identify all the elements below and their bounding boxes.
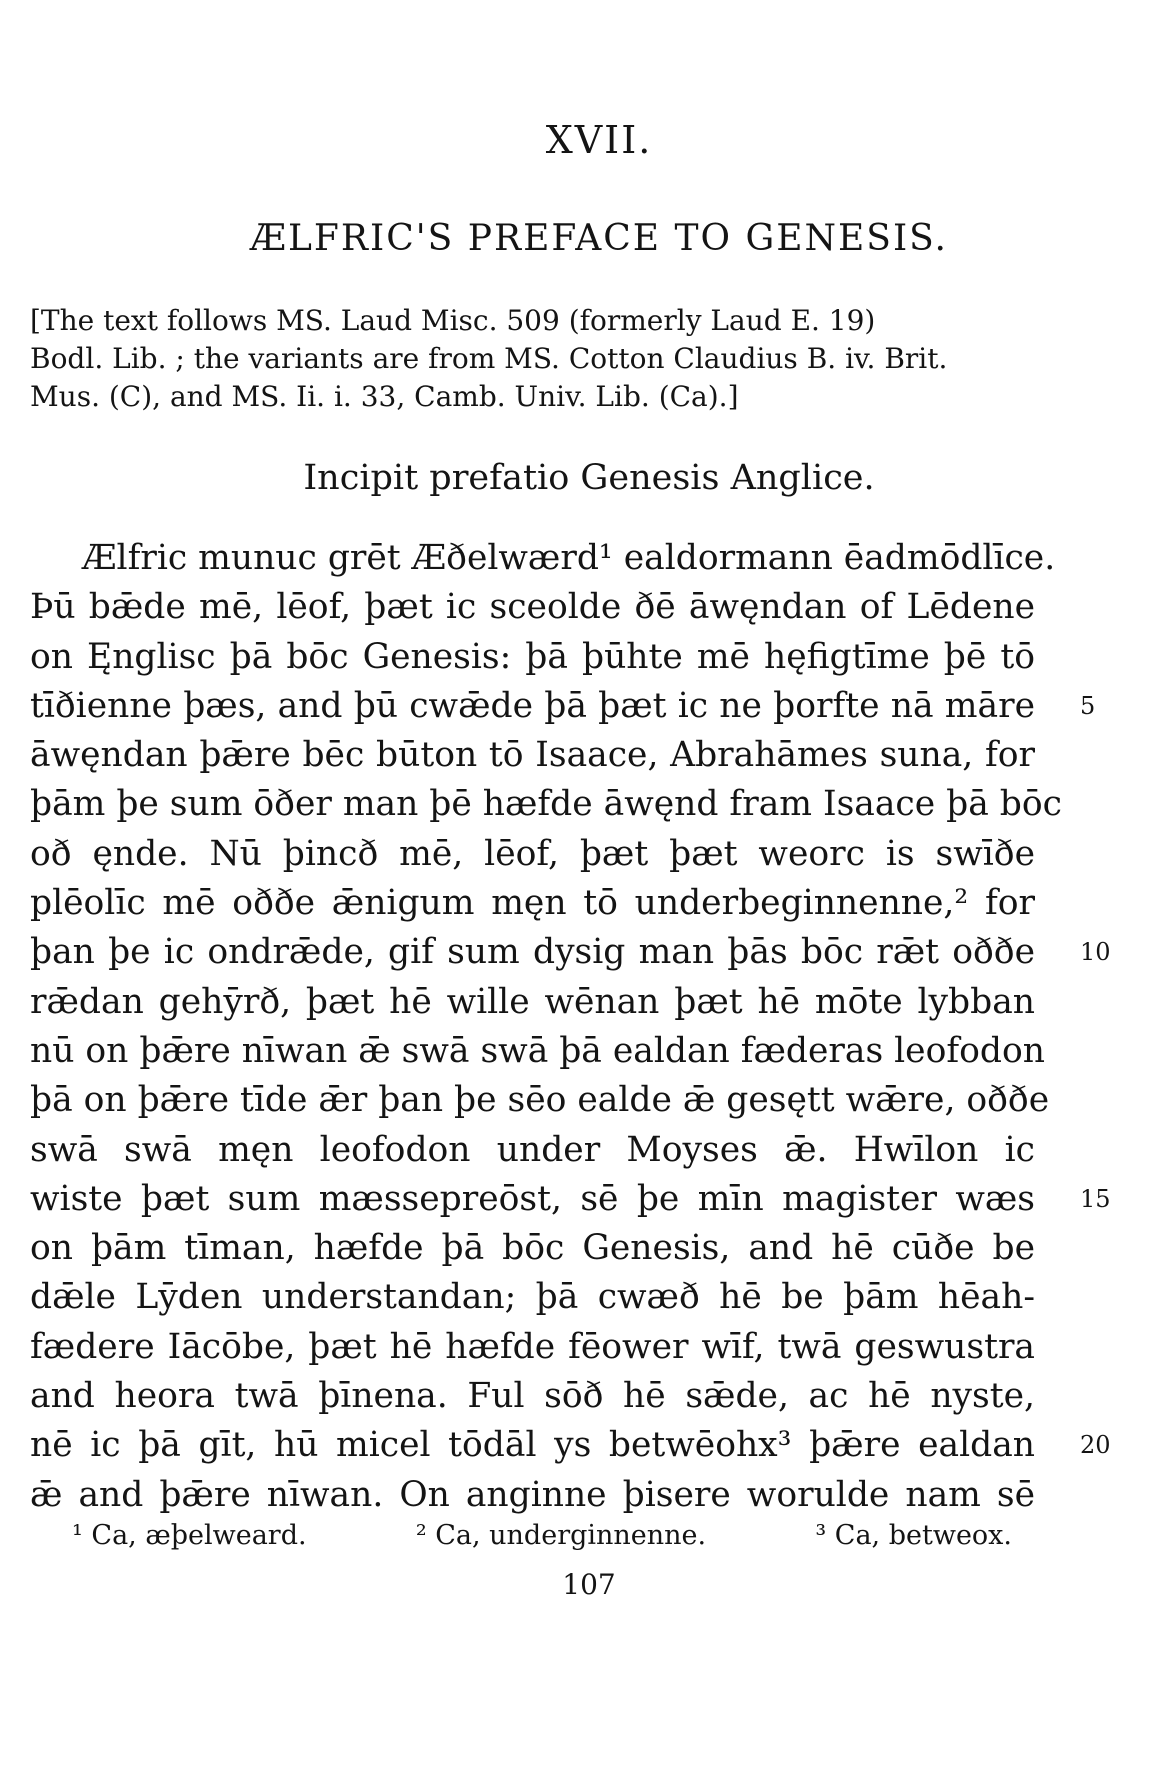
text-line [30, 1372, 1035, 1421]
line-text: nū on þǣre nīwan ǣ swā swā þā ealdan fæderas leofodon [30, 1030, 1045, 1071]
text-line [30, 928, 1111, 977]
text-line [30, 1471, 1035, 1520]
line-number: 10 [1080, 938, 1111, 967]
line-text: plēolīc mē oððe ǣnigum męn tō underbeginnenne,² for [30, 883, 1035, 924]
text-line [30, 633, 1035, 682]
line-text: and heora twā þīnena. Ful sōð hē sǣde, ac hē nyste, [30, 1376, 1035, 1417]
text-line [30, 780, 1062, 829]
source-note-line: Bodl. Lib. ; the variants are from MS. Cotton Claudius B. iv. Brit. [30, 342, 948, 375]
text-line [30, 731, 1035, 780]
incipit-heading: Incipit prefatio Genesis Anglice. [303, 458, 875, 498]
body-text [30, 534, 1111, 1520]
page-number: 107 [562, 1568, 616, 1601]
footnotes [72, 1520, 1012, 1551]
text-line [30, 830, 1035, 879]
line-text: āwęndan þǣre bēc būton tō Isaace, Abrahāmes suna, for [30, 735, 1035, 776]
line-text: þan þe ic ondrǣde, gif sum dysig man þās bōc rǣt oððe [30, 932, 1035, 973]
chapter-title: ÆLFRIC'S PREFACE TO GENESIS. [249, 218, 948, 259]
text-line [30, 682, 1096, 731]
line-text: rǣdan gehȳrð, þæt hē wille wēnan þæt hē mōte lybban [30, 981, 1035, 1022]
line-text: þā on þǣre tīde ǣr þan þe sēo ealde ǣ gesętt wǣre, oððe [30, 1080, 1050, 1121]
source-note-line: [The text follows MS. Laud Misc. 509 (formerly Laud E. 19) [30, 304, 876, 337]
text-line [30, 879, 1035, 928]
line-text: dǣle Lȳden understandan; þā cwæð hē be þām hēah- [30, 1277, 1035, 1318]
footnote: ³ Ca, betweox. [815, 1520, 1012, 1551]
text-line [30, 534, 1056, 583]
line-text: oð ęnde. Nū þincð mē, lēof, þæt þæt weorc is swīðe [30, 833, 1035, 874]
text-line [30, 1126, 1035, 1175]
source-note-line: Mus. (C), and MS. Ii. i. 33, Camb. Univ. Lib. (Ca).] [30, 380, 739, 413]
line-text: Þū bǣde mē, lēof, þæt ic sceolde ðē āwęndan of Lēdene [30, 587, 1035, 628]
line-text: on þām tīman, hæfde þā bōc Genesis, and hē cūðe be [30, 1228, 1035, 1269]
line-text: ǣ and þǣre nīwan. On anginne þisere worulde nam sē [30, 1474, 1035, 1515]
line-number: 5 [1080, 691, 1096, 720]
text-line [30, 1224, 1035, 1273]
text-line [30, 1027, 1045, 1076]
source-note [30, 302, 1040, 416]
text-line [30, 1273, 1035, 1322]
line-text: tīðienne þæs, and þū cwǣde þā þæt ic ne þorfte nā māre [30, 685, 1035, 726]
line-text: nē ic þā gīt, hū micel tōdāl ys betwēohx³ þǣre ealdan [30, 1425, 1035, 1466]
line-text: wiste þæt sum mæssepreōst, sē þe mīn magister wæs [30, 1178, 1035, 1219]
footnote: ¹ Ca, æþelweard. [72, 1520, 307, 1551]
text-line [30, 1421, 1111, 1470]
line-text: fædere Iācōbe, þæt hē hæfde fēower wīf, twā geswustra [30, 1326, 1035, 1367]
footnote: ² Ca, underginnenne. [415, 1520, 707, 1551]
chapter-number: XVII. [545, 118, 653, 162]
line-text: swā swā męn leofodon under Moyses ǣ. Hwīlon ic [30, 1129, 1035, 1170]
line-text: Ælfric munuc grēt Æðelwærd¹ ealdormann ēadmōdlīce. [82, 538, 1056, 578]
text-line [30, 978, 1035, 1027]
line-number: 20 [1080, 1431, 1111, 1460]
line-text: on Ęnglisc þā bōc Genesis: þā þūhte mē hęfigtīme þē tō [30, 636, 1035, 677]
text-line [30, 1323, 1035, 1372]
text-line [30, 1076, 1050, 1125]
line-text: þām þe sum ōðer man þē hæfde āwęnd fram Isaace þā bōc [30, 784, 1062, 825]
line-number: 15 [1080, 1184, 1111, 1213]
text-line [30, 1175, 1111, 1224]
text-line [30, 583, 1035, 632]
